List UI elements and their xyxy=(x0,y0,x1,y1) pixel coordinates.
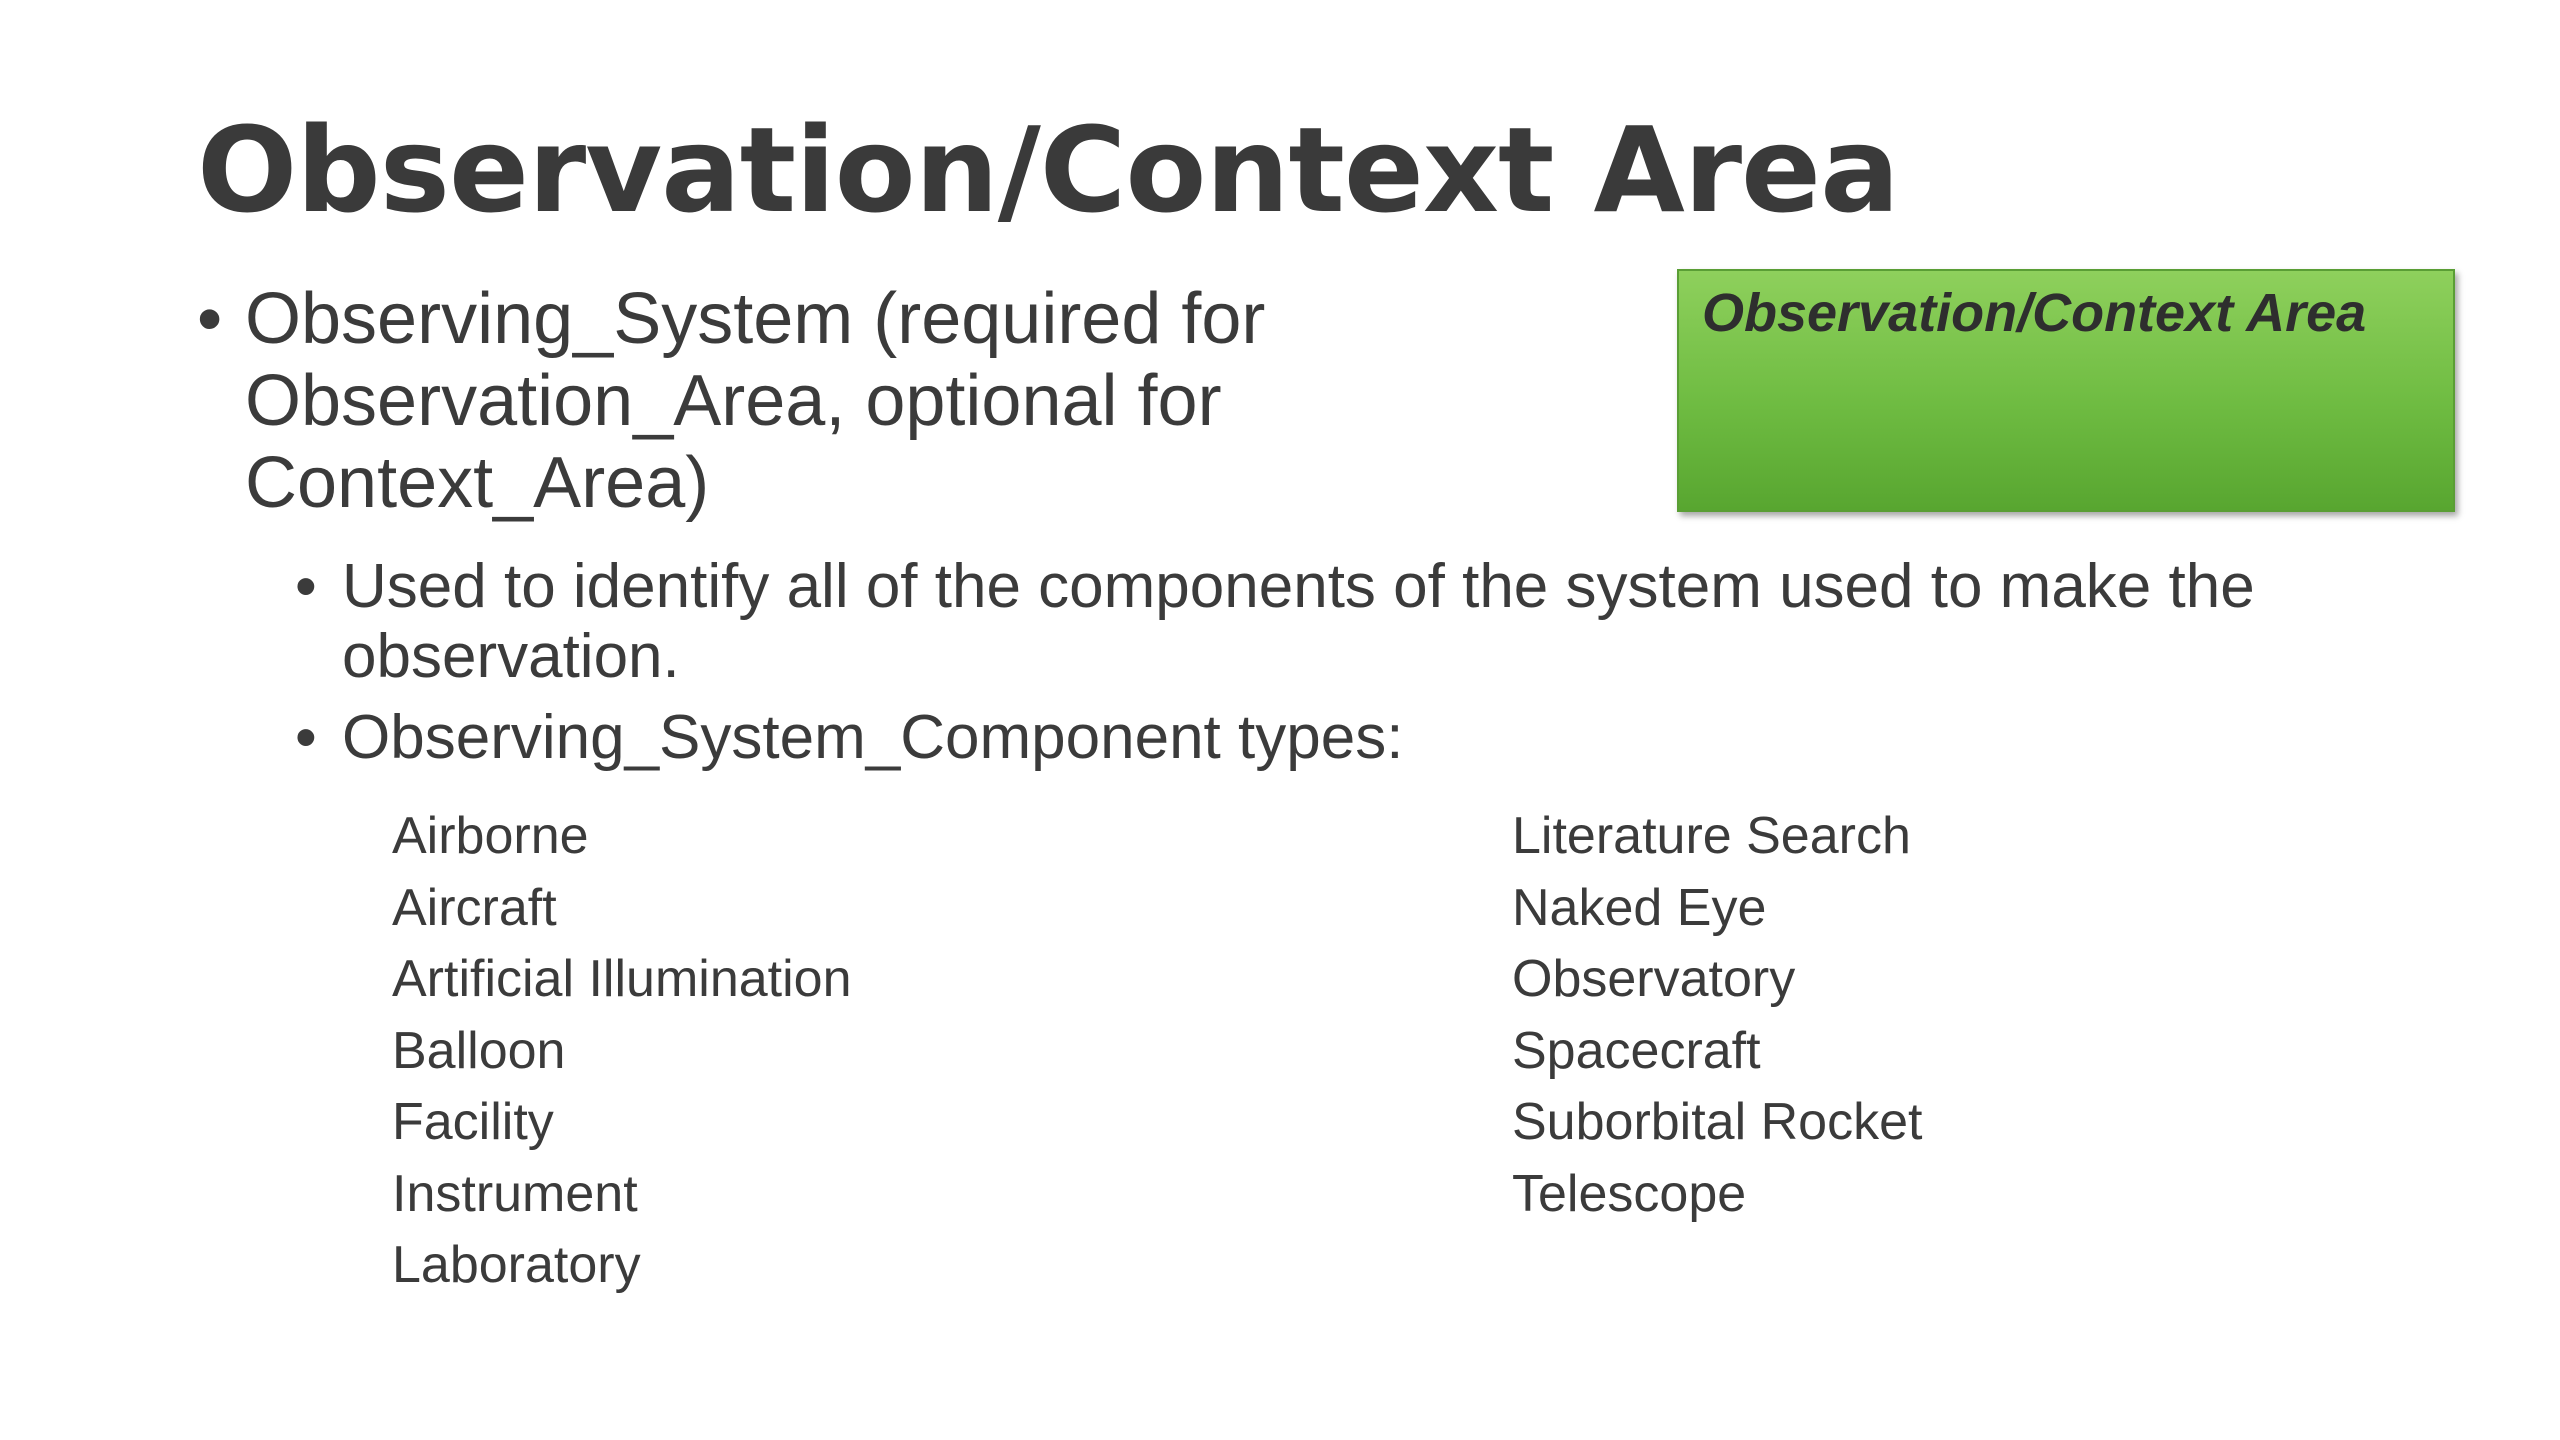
component-types-list-left xyxy=(392,801,852,1302)
callout-label: Observation/Context Area xyxy=(1702,283,2367,343)
list-item: Literature Search xyxy=(1512,807,1911,865)
component-types-list-right xyxy=(1512,801,1922,1230)
sub-bullet-dot: • xyxy=(295,703,317,772)
sub-bullet-purpose xyxy=(295,552,2415,692)
list-item: Airborne xyxy=(392,807,589,865)
list-item: Observatory xyxy=(1512,950,1796,1008)
list-item: Naked Eye xyxy=(1512,878,1767,937)
bullet-text: Observing_System (required for Observation_Area, optional for Context_Area) xyxy=(245,279,1266,523)
list-item: Aircraft xyxy=(392,878,557,937)
sub-bullet-dot: • xyxy=(295,552,317,621)
list-item: Suborbital Rocket xyxy=(1512,1093,1923,1151)
list-item: Laboratory xyxy=(392,1236,641,1294)
sub-bullet-text: Used to identify all of the components of the system used to make the observation. xyxy=(342,552,2255,691)
bullet-observing-system xyxy=(197,278,1617,524)
sub-bullet-text: Observing_System_Component types: xyxy=(342,703,1404,772)
bullet-dot: • xyxy=(197,279,223,359)
list-item: Facility xyxy=(392,1093,554,1151)
list-item: Telescope xyxy=(1512,1164,1747,1223)
sub-bullet-component-types xyxy=(295,703,2415,773)
list-item: Spacecraft xyxy=(1512,1021,1761,1080)
list-item: Instrument xyxy=(392,1164,638,1223)
slide-title: Observation/Context Area xyxy=(197,101,1899,239)
list-item: Balloon xyxy=(392,1021,566,1080)
callout-box xyxy=(1677,269,2455,512)
list-item: Artificial Illumination xyxy=(392,950,852,1008)
